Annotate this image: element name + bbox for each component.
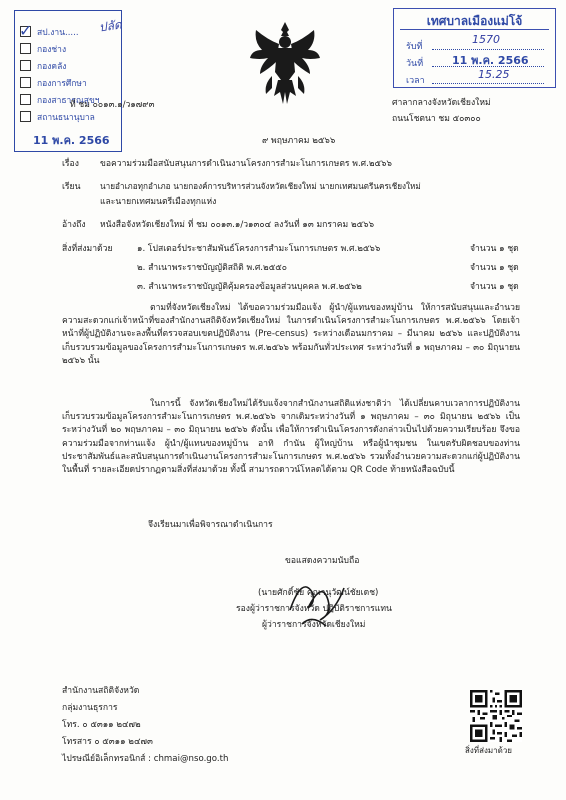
regards-line: ขอแสดงความนับถือ — [285, 556, 360, 566]
footer-tel: โทร. ๐ ๕๓๑๑ ๒๔๗๒ — [62, 720, 141, 730]
routing-item-2 — [20, 59, 66, 72]
routing-item-1 — [20, 42, 66, 55]
document-number: ที่ ชม ๐๐๑๓.๑/ว๑๗๙๓ — [70, 100, 155, 110]
receive-time-label: เวลา — [406, 76, 425, 86]
enclosure-qty: จำนวน ๑ ชุด — [470, 282, 519, 292]
check-icon: ✓ — [19, 21, 33, 40]
subject-label: เรื่อง — [62, 159, 79, 169]
signer-name: (นายศักดิ์ชัย คุณานุวัฒน์ชัยเดช) — [258, 588, 379, 598]
receive-date: 11 พ.ค. 2566 — [452, 54, 529, 67]
enclosure-qty: จำนวน ๑ ชุด — [470, 263, 519, 273]
checkbox — [20, 111, 31, 122]
closing-line: จึงเรียนมาเพื่อพิจารณาดำเนินการ — [148, 520, 273, 530]
qr-caption: สิ่งที่ส่งมาด้วย — [465, 746, 512, 755]
routing-label: กองคลัง — [37, 61, 67, 72]
checkbox — [20, 94, 31, 105]
receive-date-label: วันที่ — [406, 59, 424, 69]
received-stamp — [393, 8, 556, 88]
routing-item-5 — [20, 110, 95, 123]
footer-email: ไปรษณีย์อิเล็กทรอนิกส์ : chmai@nso.go.th — [62, 754, 229, 764]
routing-date: 11 พ.ค. 2566 — [33, 134, 110, 147]
letter-date: ๙ พฤษภาคม ๒๕๖๖ — [262, 136, 336, 146]
footer-office: สำนักงานสถิติจังหวัด — [62, 686, 140, 696]
to-line2: และนายกเทศมนตรีเมืองทุกแห่ง — [100, 197, 217, 207]
routing-label: กองช่าง — [37, 44, 67, 55]
enclosure-item: ๒. สำเนาพระราชบัญญัติสถิติ พ.ศ.๒๕๕๐ — [137, 263, 287, 273]
receive-time: 15.25 — [478, 68, 510, 81]
received-stamp-org: เทศบาลเมืองแม่โจ้ — [426, 14, 523, 28]
to-line1: นายอำเภอทุกอำเภอ นายกองค์การบริหารส่วนจังหวัดเชียงใหม่ นายกเทศมนตรีนครเชียงใหม่ — [100, 181, 421, 191]
signer-title-2: ผู้ว่าราชการจังหวัดเชียงใหม่ — [262, 620, 366, 630]
footer-fax: โทรสาร ๐ ๕๓๑๑ ๒๔๗๓ — [62, 737, 153, 747]
checkbox — [20, 77, 31, 88]
routing-label: สถานธนานุบาล — [37, 112, 95, 123]
footer-group: กลุ่มงานธุรการ — [62, 703, 118, 713]
signer-title-1: รองผู้ว่าราชการจังหวัด ปฏิบัติราชการแทน — [236, 604, 392, 614]
to-label: เรียน — [62, 182, 81, 192]
body-paragraph-2: ในการนี้ จังหวัดเชียงใหม่ได้รับแจ้งจากสำนักงานสถิติแห่งชาติว่า ได้เปลี่ยนคาบเวลาการปฏิบัติงานเก็บรวบรวมข้อมูลโครงการสำมะโนการเกษตร พ.ศ.๒๕๖๖ จากเดิมระหว่างวันที่ ๑ พฤษภาคม – ๓๐ มิถุนายน ๒๕๖๖ เป็นระหว่างวันที่ ๒๐ พฤษภาคม – ๓๐ มิถุนายน ๒๕๖๖ ดังนั้น เพื่อให้การดำเนินโครงการดังกล่าวเป็นไปด้วยความเรียบร้อย จึงขอความร่วมมือจากท่านแจ้ง ผู้นำ/ผู้แทนของหมู่บ้าน อาทิ กำนัน ผู้ใหญ่บ้าน หรือผู้นำชุมชน ในเขตรับผิดชอบของท่าน ประชาสัมพันธ์และสนับสนุนการดำเนินงานโครงการสำมะโนการเกษตร พ.ศ.๒๕๖๖ รวมทั้งอำนวยความสะดวกแก่ผู้ปฏิบัติงานในพื้นที่ รายละเอียดปรากฏตามสิ่งที่ส่งมาด้วย ทั้งนี้ สามารถดาวน์โหลดได้ตาม QR Code ท้ายหนังสือฉบับนี้ — [62, 399, 520, 476]
enclosure-item: ๓. สำเนาพระราชบัญญัติคุ้มครองข้อมูลส่วนบุคคล พ.ศ.๒๕๖๒ — [137, 282, 362, 292]
garuda-emblem-icon — [248, 20, 322, 106]
routing-label: กองการศึกษา — [37, 78, 87, 89]
checkbox — [20, 43, 31, 54]
routing-label: สป.งาน..... — [37, 27, 79, 38]
qr-code-icon — [470, 690, 522, 742]
routing-item-0 — [19, 21, 79, 40]
sender-address-line2: ถนนโชตนา ชม ๕๐๓๐๐ — [392, 114, 481, 124]
enclosure-qty: จำนวน ๑ ชุด — [470, 244, 519, 254]
routing-item-3 — [20, 76, 87, 89]
routing-scribble: ปลัด — [98, 17, 123, 35]
reference-label: อ้างถึง — [62, 220, 86, 230]
subject-text: ขอความร่วมมือสนับสนุนการดำเนินงานโครงการสำมะโนการเกษตร พ.ศ.๒๕๖๖ — [100, 159, 392, 169]
routing-stamp — [14, 10, 122, 152]
receive-no: 1570 — [472, 33, 500, 46]
enclosure-label: สิ่งที่ส่งมาด้วย — [62, 244, 113, 254]
checkbox — [20, 60, 31, 71]
routing-label: กองสาธารณสุขฯ — [37, 95, 100, 106]
receive-no-label: รับที่ — [406, 42, 423, 52]
checkbox — [19, 21, 33, 40]
reference-text: หนังสือจังหวัดเชียงใหม่ ที่ ชม ๐๐๑๓.๑/ว๑๓๐๔ ลงวันที่ ๑๓ มกราคม ๒๕๖๖ — [100, 220, 375, 230]
body-paragraph-1: ตามที่จังหวัดเชียงใหม่ ได้ขอความร่วมมือแจ้ง ผู้นำ/ผู้แทนของหมู่บ้าน ให้การสนับสนุนและอำนวยความสะดวกแก่เจ้าหน้าที่ของสำนักงานสถิติจังหวัดเชียงใหม่ ในการดำเนินโครงการสำมะโนการเกษตร พ.ศ.๒๕๖๖ โดยเจ้าหน้าที่ผู้ปฏิบัติงานจะลงพื้นที่ตรวจสอบเขตปฏิบัติงาน (Pre-census) ระหว่างเดือนมกราคม – มีนาคม ๒๕๖๖ และปฏิบัติงานเก็บรวบรวมข้อมูลของโครงการสำมะโนการเกษตร พ.ศ.๒๕๖๖ พร้อมกันทั่วประเทศ ระหว่างวันที่ ๑ พฤษภาคม – ๓๐ มิถุนายน ๒๕๖๖ นั้น — [62, 303, 520, 366]
enclosure-item: ๑. โปสเตอร์ประชาสัมพันธ์โครงการสำมะโนการเกษตร พ.ศ.๒๕๖๖ — [137, 244, 381, 254]
sender-address-line1: ศาลากลางจังหวัดเชียงใหม่ — [392, 98, 491, 108]
